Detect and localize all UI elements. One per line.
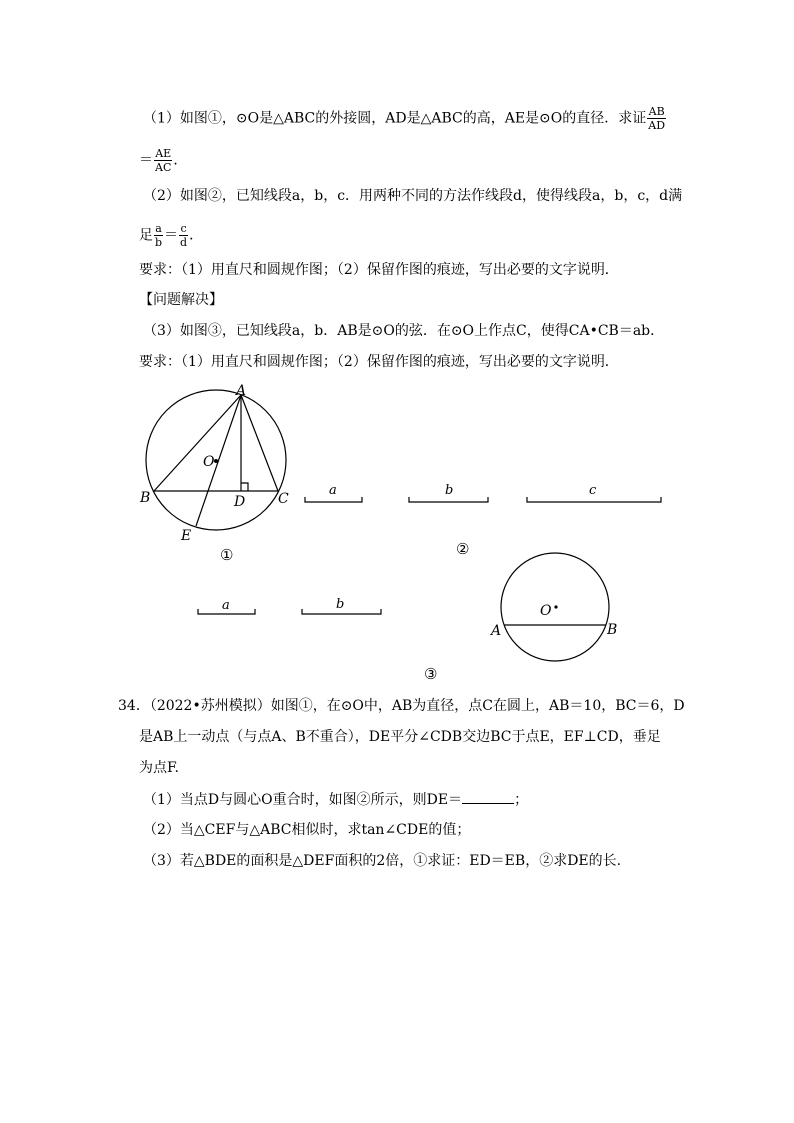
problem34-question1 bbox=[143, 789, 528, 810]
part3-line1: （3）如图③，已知线段a，b．AB是⊙O的弦．在⊙O上作点C，使得CA•CB＝ab． bbox=[143, 323, 665, 339]
segment-ac bbox=[241, 395, 278, 491]
frac-numerator: c bbox=[180, 222, 187, 235]
center-point-o3 bbox=[554, 605, 557, 608]
part3-requirement: 要求：（1）用直尺和圆规作图；（2）保留作图的痕迹，写出必要的文字说明． bbox=[139, 354, 619, 370]
label-a: A bbox=[236, 383, 247, 399]
part2-line1: （2）如图②，已知线段a，b，c．用两种不同的方法作线段d，使得线段a，b，c，d满 bbox=[143, 188, 683, 204]
right-angle-mark bbox=[241, 483, 248, 491]
text-prefix: 足 bbox=[139, 227, 153, 244]
answer-blank bbox=[462, 789, 514, 804]
part1-text: （1）如图①，⊙O是△ABC的外接圆，AD是△ABC的高，AE是⊙O的直径．求证 bbox=[143, 110, 647, 127]
label-e: E bbox=[181, 528, 192, 544]
semicolon: ； bbox=[514, 792, 529, 808]
frac-denominator: AD bbox=[648, 119, 666, 132]
figure-2 bbox=[305, 497, 661, 502]
label-o: O bbox=[203, 454, 215, 470]
label-segment-c: c bbox=[589, 483, 597, 498]
question1-text: （1）当点D与圆心O重合时，如图②所示，则DE＝ bbox=[143, 792, 463, 808]
label-segment-b3: b bbox=[336, 597, 345, 612]
label-segment-a: a bbox=[329, 483, 337, 498]
problem34-line1: 34．（2022•苏州模拟）如图①，在⊙O中，AB为直径，点C在圆上，AB＝10，BC＝6，D bbox=[118, 698, 685, 714]
problem34-question2: （2）当△CEF与△ABC相似时，求tan∠CDE的值； bbox=[143, 822, 471, 838]
frac-denominator: d bbox=[180, 236, 188, 249]
label-c: C bbox=[278, 491, 289, 507]
equals-sign: ＝ bbox=[139, 152, 153, 169]
equals-sign: ＝ bbox=[164, 227, 179, 244]
part2-requirement: 要求：（1）用直尺和圆规作图；（2）保留作图的痕迹，写出必要的文字说明． bbox=[139, 262, 619, 278]
center-point-o bbox=[214, 459, 218, 463]
frac-denominator: b bbox=[155, 236, 163, 249]
caption-figure-3: ③ bbox=[424, 665, 438, 683]
label-a3: A bbox=[491, 623, 502, 639]
period: ． bbox=[173, 152, 188, 169]
label-d: D bbox=[234, 494, 246, 510]
frac-numerator: AB bbox=[648, 105, 665, 118]
section-header: 【问题解决】 bbox=[139, 292, 223, 308]
label-o3: O bbox=[540, 603, 552, 619]
frac-numerator: AE bbox=[155, 147, 172, 160]
frac-numerator: a bbox=[155, 222, 162, 235]
label-segment-a3: a bbox=[222, 598, 230, 613]
period: ． bbox=[189, 227, 204, 244]
label-b3: B bbox=[607, 622, 618, 638]
problem34-question3: （3）若△BDE的面积是△DEF面积的2倍，①求证：ED＝EB，②求DE的长. bbox=[143, 853, 622, 869]
caption-figure-1: ① bbox=[220, 546, 234, 564]
problem34-line3: 为点F. bbox=[139, 760, 179, 776]
problem34-line2: 是AB上一动点（与点A、B不重合），DE平分∠CDB交边BC于点E，EF⊥CD，垂足 bbox=[139, 729, 661, 745]
caption-figure-2: ② bbox=[456, 540, 470, 558]
label-segment-b: b bbox=[445, 483, 454, 498]
label-b: B bbox=[140, 490, 151, 506]
frac-denominator: AC bbox=[155, 161, 172, 174]
